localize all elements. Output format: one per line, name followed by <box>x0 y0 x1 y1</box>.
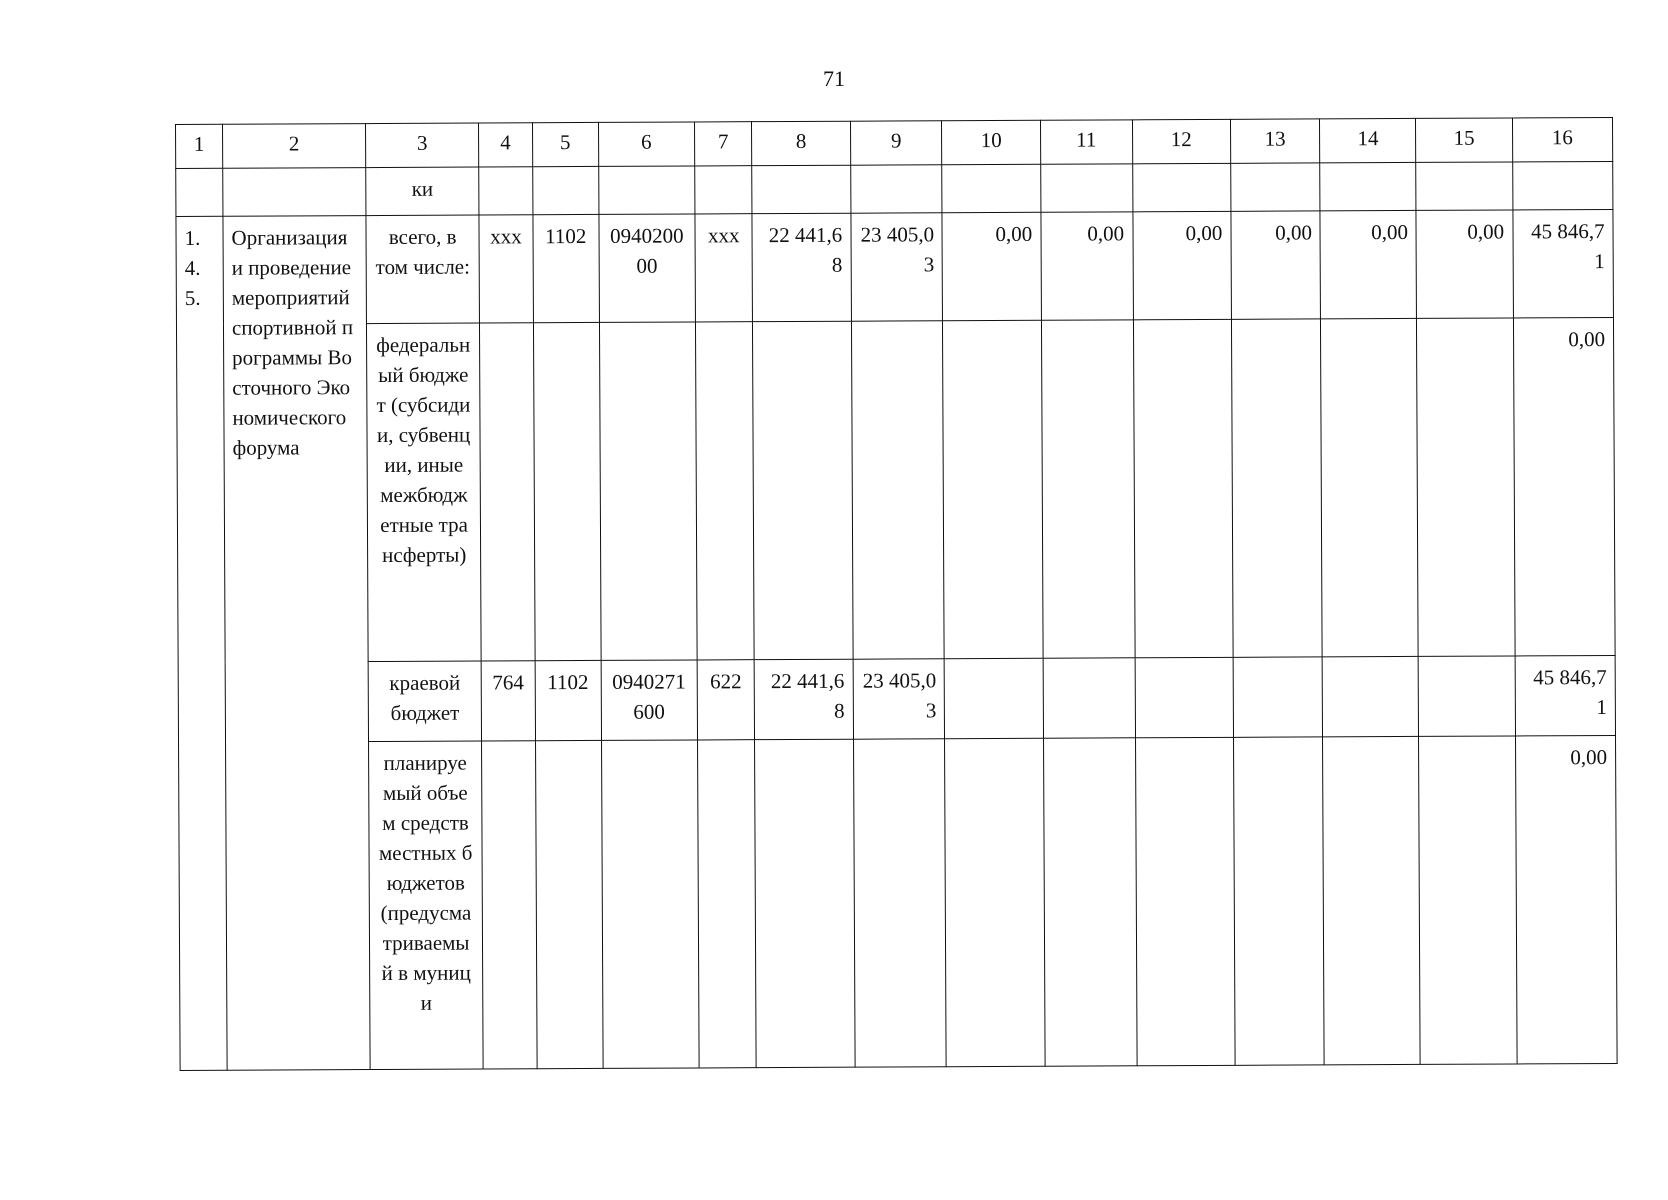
page-number: 71 <box>823 66 845 91</box>
cell-col14: 0,00 <box>1320 210 1417 318</box>
column-header: 7 <box>694 122 752 166</box>
continuation-text: ки <box>366 167 479 216</box>
column-header: 11 <box>1040 120 1132 164</box>
column-header: 12 <box>1132 119 1230 163</box>
header-row <box>176 117 1613 168</box>
column-header: 6 <box>598 122 694 166</box>
column-header: 8 <box>752 121 850 165</box>
column-header: 1 <box>176 124 223 168</box>
funding-source: всего, в том числе: <box>366 215 480 324</box>
column-header: 5 <box>532 122 598 166</box>
cell-col16: 0,00 <box>1515 735 1617 1063</box>
table-row <box>176 209 1614 324</box>
item-name: Организация и проведение мероприятий спортивной программы Восточного Экономического форума <box>223 216 370 1071</box>
cell-col7: 622 <box>697 660 755 740</box>
cell-col13: 0,00 <box>1231 211 1321 319</box>
column-header: 13 <box>1230 119 1320 163</box>
column-header: 9 <box>850 121 942 165</box>
cell-col5: 1102 <box>532 214 599 322</box>
cell-col9: 23 405,03 <box>851 213 943 321</box>
item-number: 1.4.5. <box>176 216 227 1070</box>
column-header: 4 <box>479 123 533 167</box>
cell-col5: 1102 <box>535 660 602 740</box>
column-header: 2 <box>222 124 365 169</box>
table-row <box>179 735 1618 1070</box>
cell-col6: 094020000 <box>599 214 696 322</box>
table-row <box>176 317 1615 662</box>
cell-col10: 0,00 <box>942 212 1041 320</box>
column-header: 16 <box>1512 117 1613 161</box>
column-header: 14 <box>1320 118 1416 162</box>
funding-source: федеральный бюджет (субсидии, субвенции, иные межбюджетные трансферты) <box>366 323 481 662</box>
cell-col15: 0,00 <box>1416 210 1513 318</box>
column-header: 10 <box>942 120 1040 164</box>
table-row <box>178 655 1615 742</box>
funding-source: краевой бюджет <box>368 661 482 742</box>
cell-col8: 22 441,68 <box>755 659 854 739</box>
budget-table <box>175 117 1618 1071</box>
cell-col6: 0940271600 <box>601 660 697 740</box>
cell-col4: 764 <box>481 661 535 741</box>
cell-col7: ххх <box>695 214 753 322</box>
cell-col16: 0,00 <box>1513 317 1615 655</box>
cell-col16: 45 846,71 <box>1512 209 1613 317</box>
funding-source: планируемый объем средств местных бюджетов (предусматриваемый в муници <box>369 741 484 1070</box>
cell-col12: 0,00 <box>1132 211 1231 319</box>
cell-col8: 22 441,68 <box>752 213 851 321</box>
column-header: 3 <box>366 123 479 168</box>
cell-col9: 23 405,03 <box>853 659 945 739</box>
cell-col11: 0,00 <box>1041 212 1133 320</box>
column-header: 15 <box>1416 118 1512 162</box>
cell-col16: 45 846,71 <box>1515 655 1616 735</box>
cell-col4: ххх <box>479 215 533 323</box>
continuation-row <box>176 161 1613 216</box>
